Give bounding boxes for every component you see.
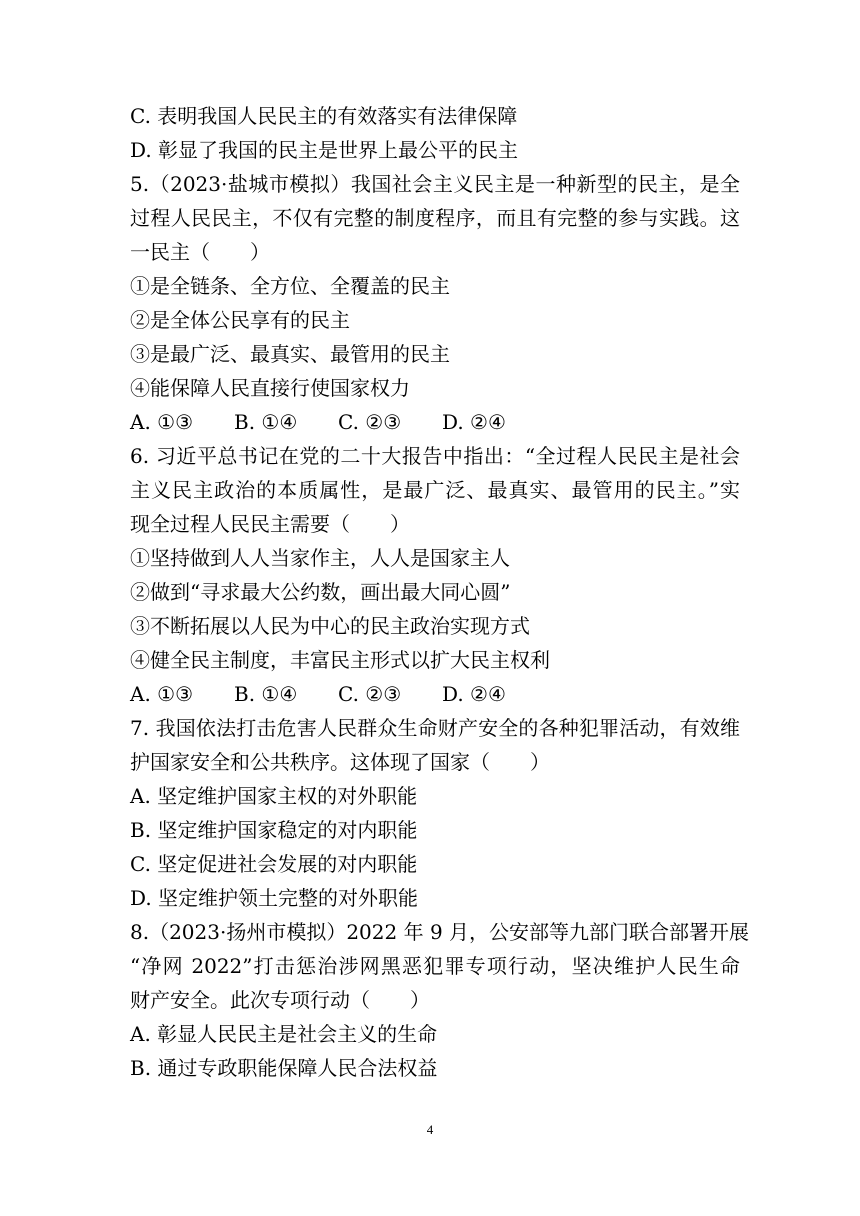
q5-statement-4: ④能保障人民直接行使国家权力 xyxy=(130,376,410,400)
q6-statement-4: ④健全民主制度，丰富民主形式以扩大民主权利 xyxy=(130,648,550,672)
q6-statement-2: ②做到“寻求最大公约数，画出最大同心圆” xyxy=(130,580,511,604)
q6-option-b: B. ①④ xyxy=(234,682,298,706)
q5-stem-line-3: 一民主（ ） xyxy=(130,240,270,264)
q4-option-d: D. 彰显了我国的民主是世界上最公平的民主 xyxy=(130,138,519,162)
q8-stem-line-1: 8.（2023·扬州市模拟）2022 年 9 月，公安部等九部门联合部署开展 xyxy=(130,920,750,944)
q5-option-b: B. ①④ xyxy=(234,410,298,434)
q8-stem-line-3: 财产安全。此次专项行动（ ） xyxy=(130,988,430,1012)
q4-option-c: C. 表明我国人民民主的有效落实有法律保障 xyxy=(130,104,518,128)
q6-stem-line-2: 主义民主政治的本质属性，是最广泛、最真实、最管用的民主。”实 xyxy=(130,478,740,502)
q6-statement-1: ①坚持做到人人当家作主，人人是国家主人 xyxy=(130,546,510,570)
q6-statement-3: ③不断拓展以人民为中心的民主政治实现方式 xyxy=(130,614,530,638)
q7-stem-line-2: 护国家安全和公共秩序。这体现了国家（ ） xyxy=(130,750,550,774)
q5-statement-3: ③是最广泛、最真实、最管用的民主 xyxy=(130,342,450,366)
q7-option-b: B. 坚定维护国家稳定的对内职能 xyxy=(130,818,418,842)
q7-option-a: A. 坚定维护国家主权的对外职能 xyxy=(130,784,418,808)
q6-option-c: C. ②③ xyxy=(338,682,402,706)
q7-option-d: D. 坚定维护领土完整的对外职能 xyxy=(130,886,419,910)
q5-option-c: C. ②③ xyxy=(338,410,402,434)
q6-option-a: A. ①③ xyxy=(130,682,194,706)
q8-stem-line-2: “净网 2022”打击惩治涉网黑恶犯罪专项行动，坚决维护人民生命 xyxy=(130,954,740,978)
q5-stem-line-1: 5.（2023·盐城市模拟）我国社会主义民主是一种新型的民主，是全 xyxy=(130,172,740,196)
q5-statement-2: ②是全体公民享有的民主 xyxy=(130,308,350,332)
q7-stem-line-1: 7. 我国依法打击危害人民群众生命财产安全的各种犯罪活动，有效维 xyxy=(130,716,740,740)
q5-stem-line-2: 过程人民民主，不仅有完整的制度程序，而且有完整的参与实践。这 xyxy=(130,206,740,230)
q8-option-b: B. 通过专政职能保障人民合法权益 xyxy=(130,1056,438,1080)
q6-stem-line-1: 6. 习近平总书记在党的二十大报告中指出：“全过程人民民主是社会 xyxy=(130,444,740,468)
q7-option-c: C. 坚定促进社会发展的对内职能 xyxy=(130,852,418,876)
q5-options xyxy=(130,405,506,439)
q5-statement-1: ①是全链条、全方位、全覆盖的民主 xyxy=(130,274,450,298)
page-number: 4 xyxy=(426,1122,434,1137)
q6-options xyxy=(130,677,506,711)
q6-option-d: D. ②④ xyxy=(442,682,506,706)
q6-stem-line-3: 现全过程人民民主需要（ ） xyxy=(130,512,410,536)
q5-option-d: D. ②④ xyxy=(442,410,506,434)
q5-option-a: A. ①③ xyxy=(130,410,194,434)
q8-option-a: A. 彰显人民民主是社会主义的生命 xyxy=(130,1022,438,1046)
